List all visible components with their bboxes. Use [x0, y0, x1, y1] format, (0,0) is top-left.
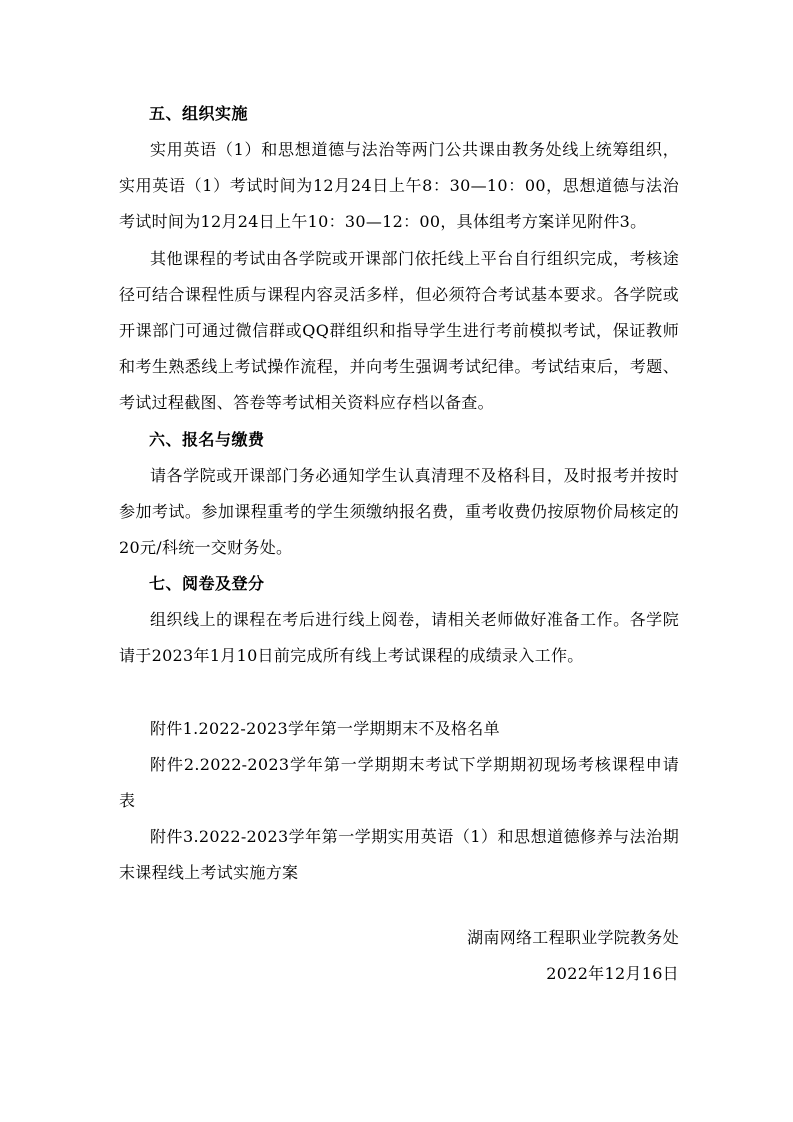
attachment-item-2: 附件2.2022-2023学年第一学期期末考试下学期期初现场考核课程申请表 — [119, 754, 679, 811]
section-heading-organization: 五、组织实施 — [149, 104, 249, 123]
paragraph-grading: 组织线上的课程在考后进行线上阅卷，请相关老师做好准备工作。各学院请于2023年1月10日前完成所有线上考试课程的成绩录入工作。 — [119, 610, 679, 666]
attachment-item-3: 附件3.2022-2023学年第一学期实用英语（1）和思想道德修养与法治期末课程线上考试实施方案 — [119, 827, 679, 883]
signature-date: 2022年12月16日 — [546, 964, 679, 983]
section-heading-grading: 七、阅卷及登分 — [149, 574, 265, 594]
attachment-item-1: 附件1.2022-2023学年第一学期期末不及格名单 — [150, 718, 500, 738]
paragraph-registration-fee: 请各学院或开课部门务必通知学生认真清理不及格科目，及时报考并按时参加考试。参加课程重考的学生须缴纳报名费，重考收费仍按原物价局核定的20元/科统一交财务处。 — [119, 465, 679, 558]
spacer — [119, 675, 679, 711]
document-body — [119, 96, 679, 892]
signature-organization: 湖南网络工程职业学院教务处 — [467, 928, 679, 947]
section-heading-registration: 六、报名与缴费 — [149, 429, 265, 449]
paragraph-public-course-exam: 实用英语（1）和思想道德与法治等两门公共课由教务处线上统筹组织，实用英语（1）考试时间为12月24日上午8：30—10：00，思想道德与法治考试时间为12月24日上午10：30—12：00，具体组考方案详见附件3。 — [119, 140, 679, 232]
paragraph-other-course-exam: 其他课程的考试由各学院或开课部门依托线上平台自行组织完成，考核途径可结合课程性质与课程内容灵活多样，但必须符合考试基本要求。各学院或开课部门可通过微信群或QQ群组织和指导学生进行考前模拟考试，保证教师和考生熟悉线上考试操作流程，并向考生强调考试纪律。考试结束后，考题、考试过程截图、答卷等考试相关资料应存档以备查。 — [119, 248, 679, 413]
